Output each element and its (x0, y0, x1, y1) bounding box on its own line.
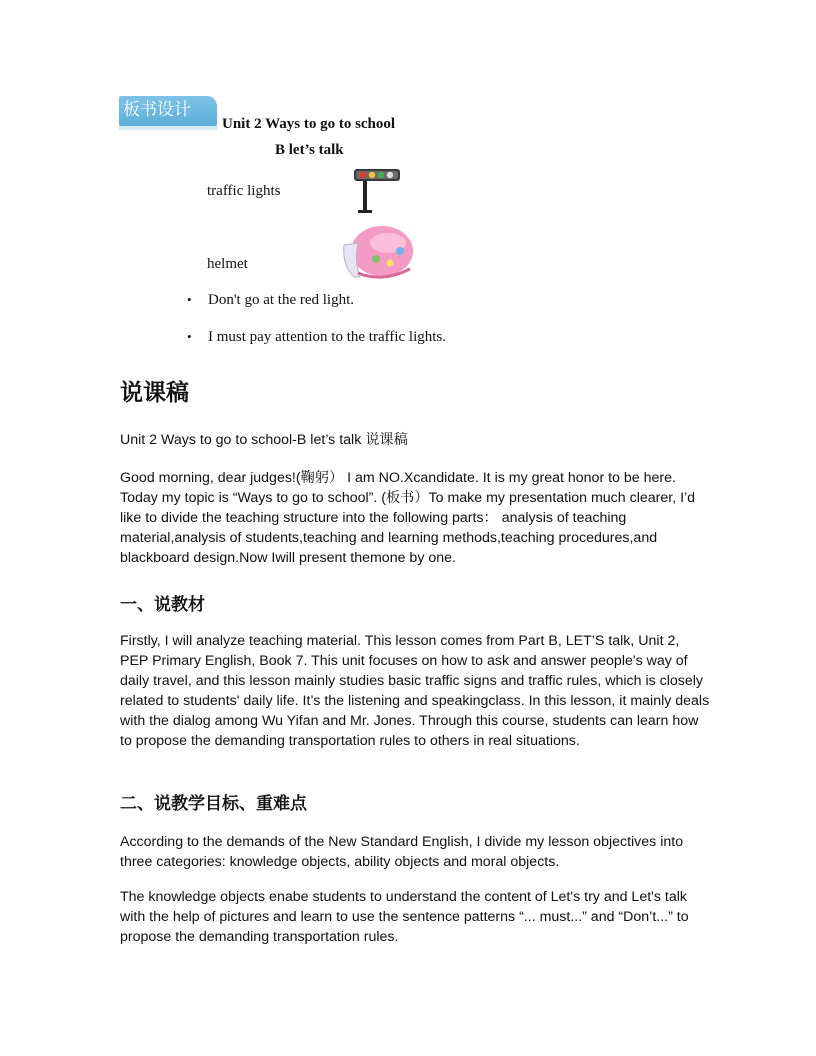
vocab-traffic-lights: traffic lights (207, 183, 281, 199)
bullet-text: Don't go at the red light. (208, 292, 355, 308)
section1-paragraph: Firstly, I will analyze teaching material. This lesson comes from Part B, LET’S talk, Unit 2, PEP Primary English, Book 7. This unit focuses on how to ask and answer people's way of daily travel, and this lesson mainly studies basic traffic signs and traffic rules, which is closely related to students' daily life. It’s the listening and speakingclass. In this lesson, it mainly deals with the dialog among Wu Yifan and Mr. Jones. Through this course, students can learn how to propose the demanding transportation rules to others in real situations. (120, 633, 710, 749)
vocab-helmet: helmet (207, 256, 248, 272)
bullet-dot: • (187, 292, 192, 307)
board-bullet-2 (187, 329, 447, 346)
section2-paragraph-2: The knowledge objects enabe students to understand the content of Let's try and Let's talk with the help of pictures and learn to use the sentence patterns “... must...” and “Don’t...” to propose the demanding transportation rules. (120, 889, 689, 945)
bullet-dot: • (187, 329, 192, 344)
board-design-tag: 板书设计 (119, 96, 217, 126)
traffic-light-icon (354, 168, 402, 214)
page-title: 说课稿 (120, 380, 189, 406)
speech-subtitle: Unit 2 Ways to go to school-B let’s talk 说课稿 (120, 432, 408, 448)
board-bullet-1 (187, 292, 355, 309)
intro-paragraph: Good morning, dear judges!(鞠躬） I am NO.Xcandidate. It is my great honor to be here. Today my topic is “Ways to go to school”. (板书）To make my presentation much clearer, I’d like to divide the teaching structure into the following parts： analysis of teaching material,analysis of students,teaching and learning methods,teaching procedures,and blackboard design.Now Iwill present themone by one. (120, 470, 696, 566)
section2-heading: 二、说教学目标、重难点 (120, 794, 307, 814)
helmet-icon (338, 223, 418, 281)
board-subtitle: B let’s talk (275, 142, 344, 158)
section1-heading: 一、说教材 (120, 595, 205, 615)
section2-paragraph-1: According to the demands of the New Standard English, I divide my lesson objectives into three categories: knowledge objects, ability objects and moral objects. (120, 834, 684, 870)
board-title: Unit 2 Ways to go to school (222, 116, 396, 132)
bullet-text: I must pay attention to the traffic lights. (208, 329, 447, 345)
